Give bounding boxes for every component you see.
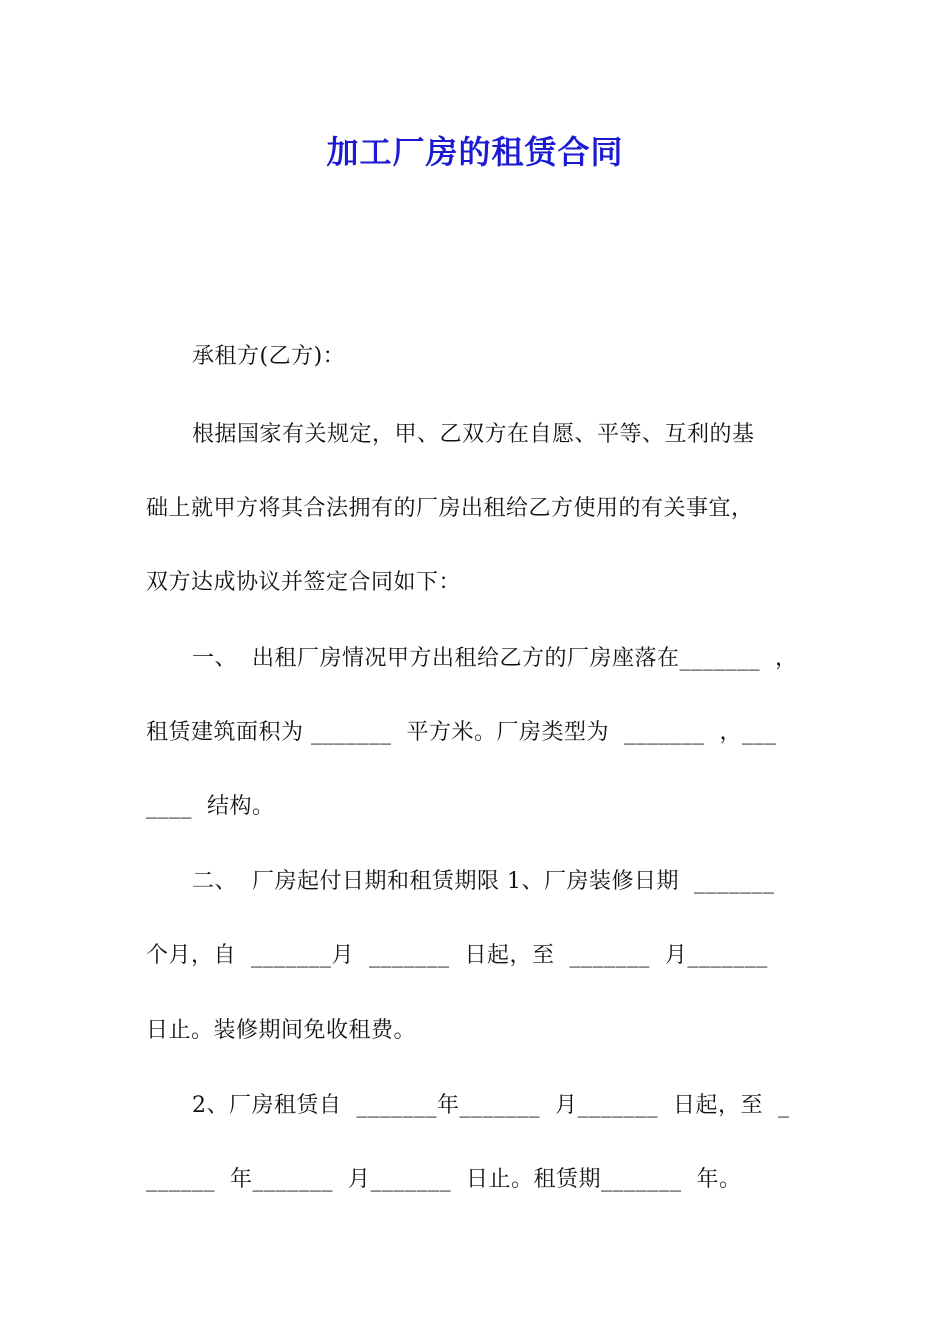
clause-one-line: ____ 结构。 xyxy=(146,794,275,819)
clause-two-line: 日止。装修期间免收租费。 xyxy=(146,1018,417,1043)
clause-two-item-line: ______ 年_______ 月_______ 日止。租赁期_______ 年。 xyxy=(146,1167,742,1192)
paragraph-line: 根据国家有关规定，甲、乙双方在自愿、平等、互利的基 xyxy=(192,422,755,447)
clause-two-line: 二、 厂房起付日期和租赁期限 1、厂房装修日期 _______ xyxy=(192,869,775,894)
clause-two-line: 个月，自 _______月 _______ 日起，至 _______ 月_______ xyxy=(146,943,768,968)
clause-two-item-line: 2、厂房租赁自 _______年_______ 月_______ 日起，至 _ xyxy=(192,1093,790,1118)
document-title: 加工厂房的租赁合同 xyxy=(326,133,624,171)
paragraph-line: 双方达成协议并签定合同如下： xyxy=(146,570,462,595)
clause-one-line: 租赁建筑面积为 _______ 平方米。厂房类型为 _______ ，___ xyxy=(146,720,777,745)
paragraph-line: 础上就甲方将其合法拥有的厂房出租给乙方使用的有关事宜， xyxy=(146,496,754,521)
party-b-label: 承租方(乙方)： xyxy=(192,344,346,369)
clause-one-line: 一、 出租厂房情况甲方出租给乙方的厂房座落在_______ ， xyxy=(192,646,798,671)
